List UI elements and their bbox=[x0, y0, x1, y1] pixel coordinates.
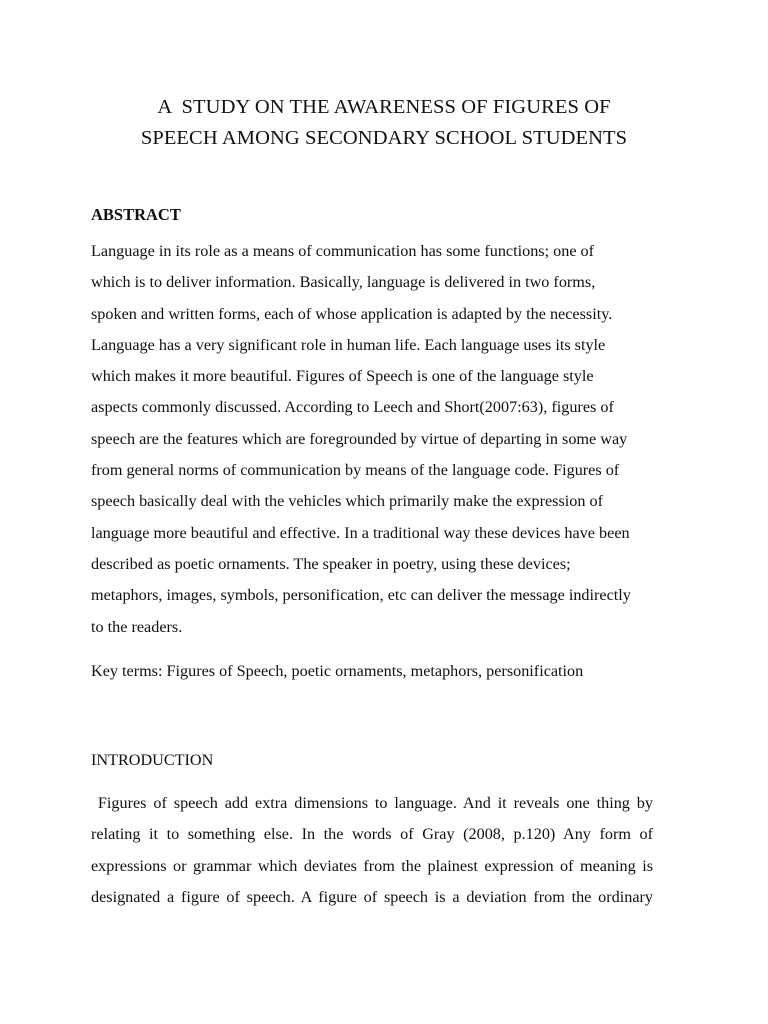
title-line-2: SPEECH AMONG SECONDARY SCHOOL STUDENTS bbox=[140, 127, 628, 149]
introduction-line: Figures of speech add extra dimensions to language. And it reveals one thing by bbox=[91, 794, 653, 812]
abstract-line: which makes it more beautiful. Figures of Speech is one of the language style bbox=[91, 367, 594, 386]
abstract-line: to the readers. bbox=[91, 617, 183, 636]
abstract-line: which is to deliver information. Basically, language is delivered in two forms, bbox=[91, 273, 596, 292]
introduction-line: designated a figure of speech. A figure of speech is a deviation from the ordinary bbox=[91, 887, 653, 906]
abstract-line: Language in its role as a means of communication has some functions; one of bbox=[91, 242, 595, 260]
abstract-line: metaphors, images, symbols, personification, etc can deliver the message indirectly bbox=[91, 586, 631, 605]
key-terms bbox=[91, 656, 679, 687]
abstract-line: language more beautiful and effective. In a traditional way these devices have been bbox=[91, 523, 630, 542]
abstract-heading: ABSTRACT bbox=[91, 205, 181, 224]
key-terms-text: Key terms: Figures of Speech, poetic ornaments, metaphors, personification bbox=[91, 662, 584, 680]
introduction-paragraph bbox=[91, 788, 679, 913]
title-line-1: A STUDY ON THE AWARENESS OF FIGURES OF bbox=[157, 96, 611, 118]
abstract-line: Language has a very significant role in human life. Each language uses its style bbox=[91, 335, 606, 354]
abstract-line: spoken and written forms, each of whose application is adapted by the necessity. bbox=[91, 304, 613, 323]
abstract-line: aspects commonly discussed. According to Leech and Short(2007:63), figures of bbox=[91, 398, 614, 417]
abstract-line: from general norms of communication by means of the language code. Figures of bbox=[91, 461, 620, 480]
introduction-heading: INTRODUCTION bbox=[91, 751, 214, 769]
abstract-line: described as poetic ornaments. The speaker in poetry, using these devices; bbox=[91, 554, 571, 573]
document-title bbox=[60, 92, 708, 154]
abstract-line: speech basically deal with the vehicles which primarily make the expression of bbox=[91, 492, 603, 511]
introduction-line: relating it to something else. In the words of Gray (2008, p.120) Any form of bbox=[91, 825, 653, 844]
introduction-line: expressions or grammar which deviates from the plainest expression of meaning is bbox=[91, 856, 653, 875]
abstract-paragraph bbox=[91, 236, 679, 643]
abstract-line: speech are the features which are foregrounded by virtue of departing in some way bbox=[91, 429, 628, 448]
